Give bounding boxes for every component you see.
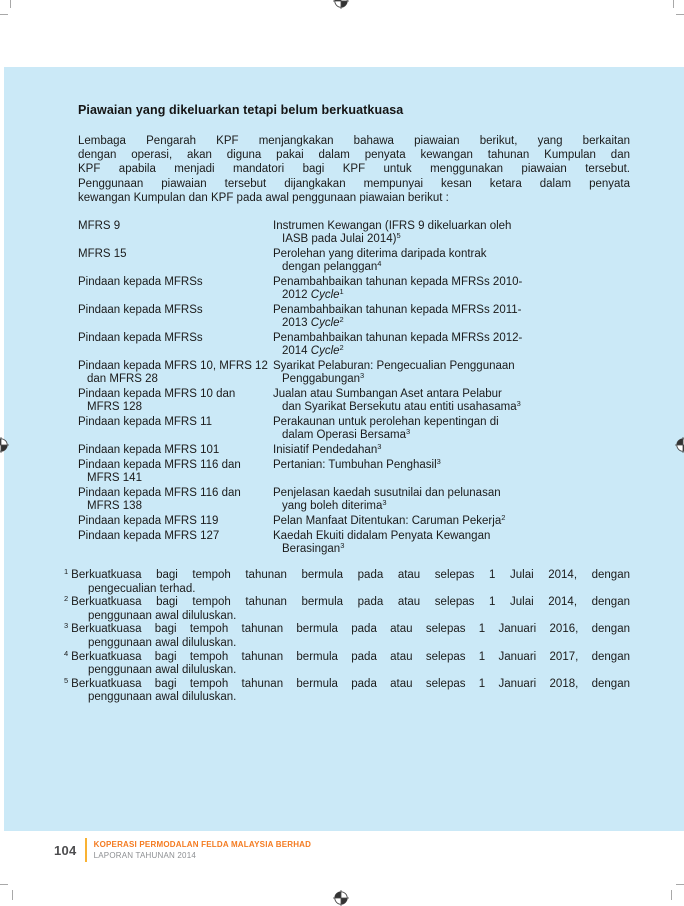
standard-description: [273, 388, 630, 414]
standard-name: [78, 487, 273, 513]
standard-description-line: yang boleh diterima$^3$: [282, 498, 387, 513]
table-row: [78, 444, 630, 457]
standard-description-line: Penjelasan kaedah susutnilai dan pelunasan: [273, 487, 501, 500]
standard-name: [78, 220, 273, 246]
standard-description: [273, 276, 630, 302]
standard-name-line: MFRS 141: [87, 472, 142, 485]
standard-description-line: Penambahbaikan tahunan kepada MFRSs 2012-: [273, 332, 523, 345]
section-heading: Piawaian yang dikeluarkan tetapi belum berkuatkuasa: [78, 103, 404, 117]
footnote-line: penggunaan awal diluluskan.: [88, 636, 237, 649]
standard-name: [78, 276, 273, 302]
crop-mark: [671, 890, 672, 900]
standard-name-line: Pindaan kepada MFRS 10, MFRS 12: [78, 360, 268, 373]
table-row: [78, 530, 630, 556]
footnote-number: 3: [64, 621, 69, 631]
standard-description-line: dengan pelanggan$^4$: [282, 259, 382, 274]
standard-description-line: Pelan Manfaat Ditentukan: Caruman Pekerja$^2$: [273, 513, 506, 528]
standard-description-line: Penggabungan$^3$: [282, 371, 365, 386]
footnote-number: 4: [64, 648, 69, 658]
footnote-line: pengecualian terhad.: [88, 582, 196, 595]
standard-name: [78, 388, 273, 414]
standard-description-line: Inisiatif Pendedahan$^3$: [273, 442, 382, 457]
table-row: [78, 388, 630, 414]
crop-mark: [12, 890, 13, 900]
crop-mark: [0, 14, 8, 15]
crop-mark: [673, 0, 674, 8]
table-row: [78, 459, 630, 485]
standard-description-line: Perolehan yang diterima daripada kontrak: [273, 248, 487, 261]
standard-description-line: 2014 Cycle$^2$: [282, 343, 344, 358]
standard-description: [273, 444, 630, 457]
footnote-line: $^1$ Berkuatkuasa bagi tempoh tahunan bermula pada atau selepas 1 Julai 2014, dengan: [64, 567, 630, 582]
org-name: KOPERASI PERMODALAN FELDA MALAYSIA BERHAD: [93, 839, 312, 849]
standard-name-line: Pindaan kepada MFRSs: [78, 304, 203, 317]
standard-description-line: Penambahbaikan tahunan kepada MFRSs 2011-: [273, 304, 522, 317]
standard-name-line: Pindaan kepada MFRS 10 dan: [78, 388, 236, 401]
standard-name-line: Pindaan kepada MFRS 116 dan: [78, 459, 241, 472]
standard-name-line: Pindaan kepada MFRS 127: [78, 530, 220, 543]
standard-description-line: 2012 Cycle$^1$: [282, 287, 344, 302]
standard-description-line: dalam Operasi Bersama$^3$: [282, 427, 411, 442]
table-row: [78, 220, 630, 246]
page-footer: [54, 836, 311, 864]
table-row: [78, 332, 630, 358]
standard-description: [273, 248, 630, 274]
table-row: [78, 304, 630, 330]
standard-name-line: Pindaan kepada MFRS 119: [78, 515, 219, 528]
footnote-line: $^2$ Berkuatkuasa bagi tempoh tahunan bermula pada atau selepas 1 Julai 2014, dengan: [64, 594, 630, 609]
standard-name-line: dan MFRS 28: [87, 373, 158, 386]
footnote-line: penggunaan awal diluluskan.: [88, 691, 237, 704]
standard-name-line: Pindaan kepada MFRSs: [78, 276, 203, 289]
footnote-line: penggunaan awal diluluskan.: [88, 609, 237, 622]
table-row: [78, 487, 630, 513]
footer-titles: [94, 840, 312, 861]
standard-name-line: MFRS 128: [87, 401, 142, 414]
standard-description: [273, 487, 630, 513]
table-row: [78, 416, 630, 442]
standard-description: [273, 530, 630, 556]
page-content: [64, 103, 630, 705]
standard-name: [78, 248, 273, 274]
standard-description: [273, 416, 630, 442]
table-row: [78, 515, 630, 528]
standard-name: [78, 530, 273, 556]
standard-description: [273, 360, 630, 386]
standard-name-line: Pindaan kepada MFRS 101: [78, 444, 220, 457]
standard-description-line: Jualan atau Sumbangan Aset antara Pelabur: [273, 388, 502, 401]
standard-description-line: IASB pada Julai 2014)$^5$: [282, 231, 401, 246]
standard-name-line: MFRS 138: [87, 500, 142, 513]
standard-description-line: Berasingan$^3$: [282, 541, 345, 556]
registration-mark-icon: [0, 437, 9, 453]
footnote-number: 1: [64, 567, 69, 577]
intro-line: KPF apabila menjadi mandatori bagi KPF untuk menggunakan piawaian tersebut.: [78, 163, 630, 176]
table-row: [78, 248, 630, 274]
crop-mark: [0, 884, 8, 885]
standard-description-line: dan Syarikat Bersekutu atau entiti usahasama$^3$: [282, 399, 521, 414]
footnotes: [64, 569, 630, 705]
standard-name: [78, 459, 273, 485]
intro-line: Penggunaan piawaian tersebut dijangkakan mempunyai kesan ketara dalam penyata: [78, 177, 630, 190]
standard-name-line: Pindaan kepada MFRS 116 dan: [78, 487, 241, 500]
standards-table: [78, 220, 630, 556]
footnote-number: 2: [64, 594, 69, 604]
footnote-line: $^4$ Berkuatkuasa bagi tempoh tahunan bermula pada atau selepas 1 Januari 2017, dengan: [64, 648, 630, 663]
footnote-line: $^5$ Berkuatkuasa bagi tempoh tahunan bermula pada atau selepas 1 Januari 2018, dengan: [64, 675, 630, 690]
crop-mark: [10, 0, 11, 8]
registration-mark-icon: [333, 0, 349, 9]
page-number: 104: [54, 842, 77, 858]
standard-description: [273, 304, 630, 330]
standard-name-line: Pindaan kepada MFRS 11: [78, 416, 213, 429]
standard-description: [273, 332, 630, 358]
footnote: [64, 623, 630, 650]
standard-description-line: Penambahbaikan tahunan kepada MFRSs 2010-: [273, 276, 523, 289]
footnote: [64, 596, 630, 623]
standard-description: [273, 220, 630, 246]
crop-mark: [676, 14, 684, 15]
footnote: [64, 569, 630, 596]
crop-mark: [676, 884, 684, 885]
footnote-line: penggunaan awal diluluskan.: [88, 664, 237, 677]
standard-description-line: Syarikat Pelaburan: Pengecualian Penggunaan: [273, 360, 515, 373]
registration-mark-icon: [333, 890, 349, 906]
footnote-line: $^3$ Berkuatkuasa bagi tempoh tahunan bermula pada atau selepas 1 Januari 2016, dengan: [64, 621, 630, 636]
standard-description-line: Kaedah Ekuiti didalam Penyata Kewangan: [273, 530, 491, 543]
standard-name: [78, 360, 273, 386]
table-row: [78, 360, 630, 386]
standard-description-line: 2013 Cycle$^2$: [282, 315, 344, 330]
footer-divider: [85, 838, 87, 862]
standard-description: [273, 459, 630, 485]
footnote: [64, 675, 630, 705]
footnote: [64, 648, 630, 678]
intro-paragraph: [78, 134, 630, 205]
standard-description: [273, 515, 630, 528]
standard-name: [78, 304, 273, 330]
standard-description-line: Perakaunan untuk perolehan kepentingan di: [273, 416, 499, 429]
registration-mark-icon: [675, 437, 684, 453]
standard-description-line: Instrumen Kewangan (IFRS 9 dikeluarkan oleh: [273, 220, 512, 233]
standard-name: [78, 515, 273, 528]
intro-line: Lembaga Pengarah KPF menjangkakan bahawa piawaian berikut, yang berkaitan: [78, 135, 630, 147]
intro-line: kewangan Kumpulan dan KPF pada awal penggunaan piawaian berikut :: [78, 191, 449, 204]
standard-name: [78, 444, 273, 457]
report-title: LAPORAN TAHUNAN 2014: [93, 850, 196, 860]
standard-name: [78, 332, 273, 358]
standard-name: [78, 416, 273, 442]
standard-name-line: MFRS 9: [78, 220, 121, 233]
standard-name-line: MFRS 15: [78, 248, 127, 261]
footnote-number: 5: [64, 675, 69, 685]
table-row: [78, 276, 630, 302]
intro-line: dengan operasi, akan diguna pakai dalam penyata kewangan tahunan Kumpulan dan: [78, 149, 630, 162]
standard-name-line: Pindaan kepada MFRSs: [78, 332, 203, 345]
standard-description-line: Pertanian: Tumbuhan Penghasil$^3$: [273, 457, 441, 472]
